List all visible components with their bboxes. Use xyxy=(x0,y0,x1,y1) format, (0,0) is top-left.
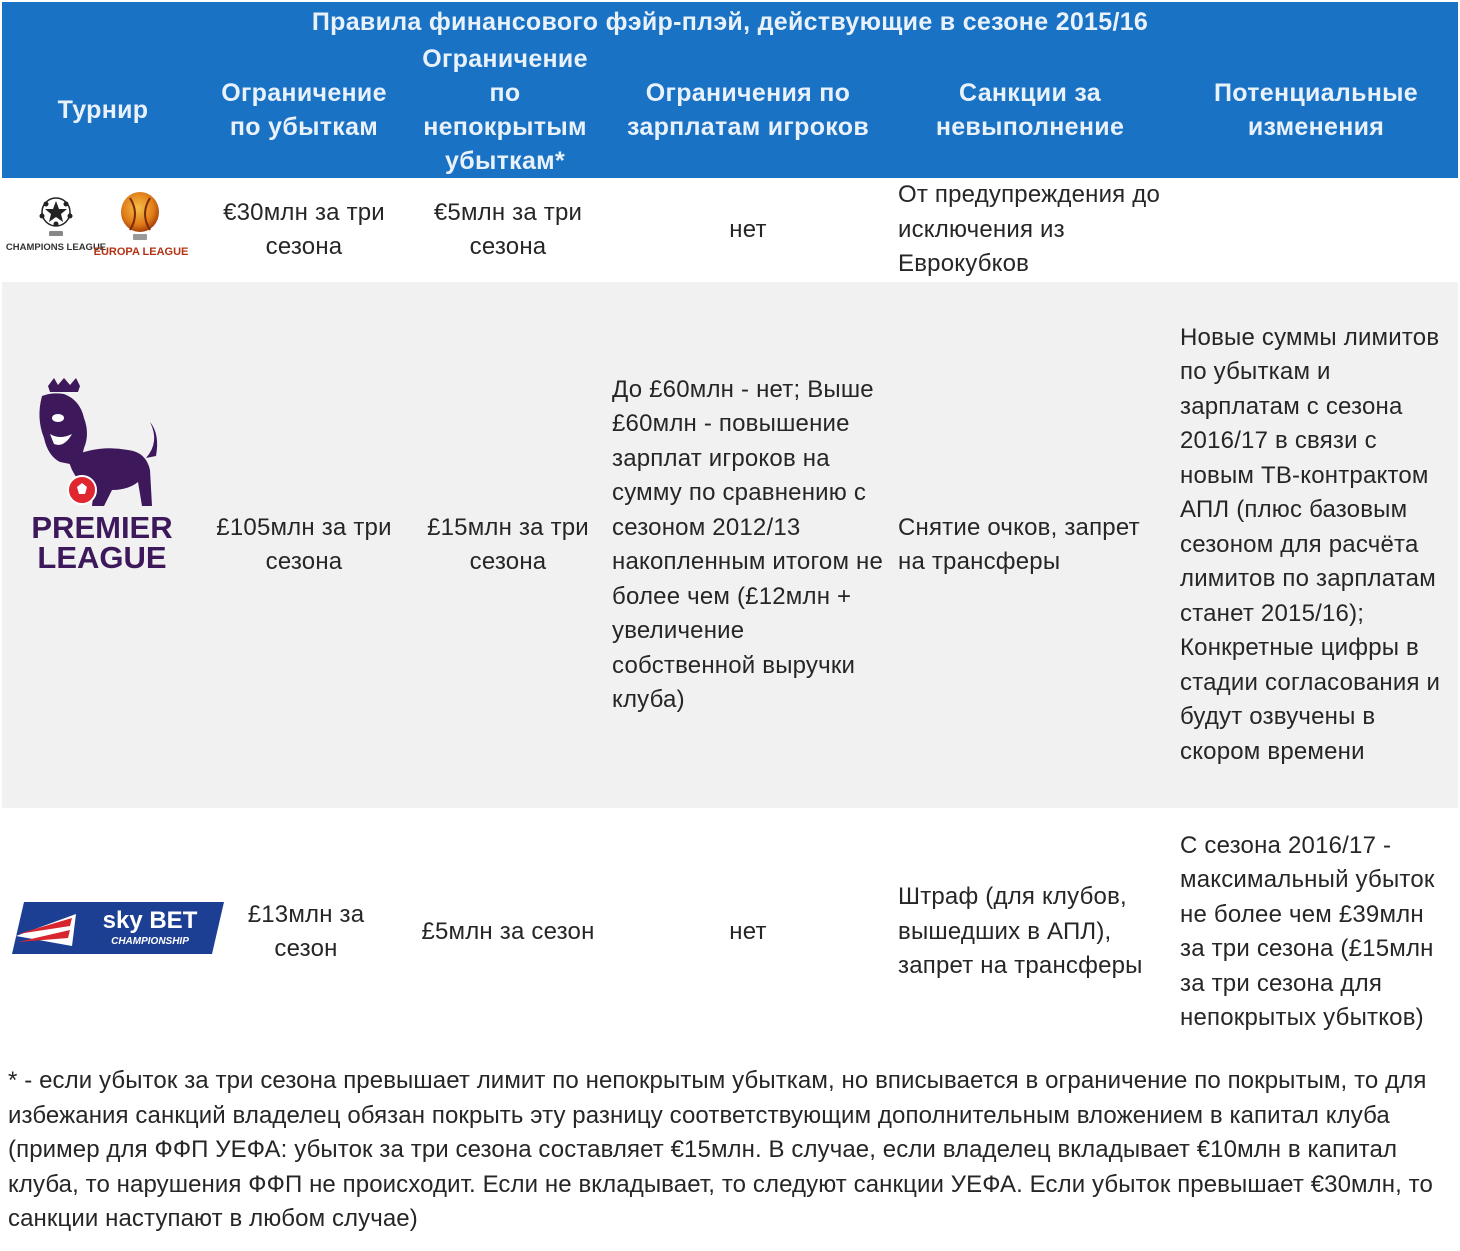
champions-league-logo xyxy=(5,192,107,272)
loss-limit-championship: £13млн за сезон xyxy=(247,900,365,962)
europa-league-logo xyxy=(93,190,189,274)
header-tournament: Турнир xyxy=(57,96,149,124)
footnote: * - если убыток за три сезона превышает лимит по непокрытым убыткам, но вписывается в ограничение по покрытым, то для избежания санкций владелец обязан покрыть эту разницу соответствующим дополнительным вложением в капитал клуба (пример для ФФП УЕФА: убыток за три сезона составляет €15млн. В случае, если владелец вкладывает €10млн в капитал клуба, то нарушения ФФП не происходит. Если не вкладывает, то следуют санкции УЕФА. Если убыток превышает €30млн, то санкции наступают в любом случае) xyxy=(8,1067,1433,1232)
premier-league-logo xyxy=(28,378,178,578)
sanctions-epl: Снятие очков, запрет на трансферы xyxy=(898,513,1140,575)
championship-text: CHAMPIONSHIP xyxy=(111,936,189,947)
skybet-text: sky BET xyxy=(102,907,198,934)
europa-league-text: EUROPA LEAGUE xyxy=(93,246,189,258)
header-loss-limit: Ограничение по убыткам xyxy=(221,79,387,141)
skybet-championship-logo xyxy=(10,896,226,960)
sanctions-uefa: От предупреждения до исключения из Еврокубков xyxy=(898,181,1160,278)
league-text: LEAGUE xyxy=(37,540,167,575)
table-title: Правила финансового фэйр-плэй, действующие в сезоне 2015/16 xyxy=(311,8,1149,36)
salary-limit-epl: До £60млн - нет; Выше £60млн - повышение зарплат игроков на сумму по сравнению с сезоном 2012/13 накопленным итогом не более чем (£12млн + увеличение собственной выручки клуба) xyxy=(612,375,884,713)
loss-limit-uefa: €30млн за три сезона xyxy=(223,198,385,260)
table-header xyxy=(2,2,1458,178)
uncovered-loss-limit-epl: £15млн за три сезона xyxy=(427,513,589,575)
table-row xyxy=(2,282,1458,808)
loss-limit-epl: £105млн за три сезона xyxy=(216,513,392,575)
potential-changes-uefa xyxy=(1180,178,1450,282)
premier-text: PREMIER xyxy=(31,510,173,545)
potential-changes-championship: С сезона 2016/17 - максимальный убыток не более чем £39млн за три сезона (£15млн за три сезона для непокрытых убытков) xyxy=(1180,831,1435,1031)
table-row xyxy=(2,808,1458,1056)
champions-league-text: CHAMPIONS LEAGUE xyxy=(5,242,107,253)
header-salary-limit: Ограничения по зарплатам игроков xyxy=(627,79,869,141)
sanctions-championship: Штраф (для клубов, вышедших в АПЛ), запрет на трансферы xyxy=(898,883,1143,980)
table-row xyxy=(2,178,1458,282)
uncovered-loss-limit-championship: £5млн за сезон xyxy=(421,917,595,945)
potential-changes-epl: Новые суммы лимитов по убыткам и зарплатам с сезона 2016/17 в связи с новым ТВ-контрактом АПЛ (плюс базовым сезоном для расчёта лимитов по зарплатам станет 2015/16); Конкретные цифры в стадии согласования и будут озвучены в скором времени xyxy=(1180,323,1441,765)
header-uncovered-loss-limit: Ограничение по непокрытым убыткам* xyxy=(422,45,588,175)
header-sanctions: Санкции за невыполнение xyxy=(935,79,1125,141)
uncovered-loss-limit-uefa: €5млн за три сезона xyxy=(433,198,583,260)
salary-limit-uefa: нет xyxy=(729,215,767,243)
salary-limit-championship: нет xyxy=(729,917,767,945)
header-potential-changes: Потенциальные изменения xyxy=(1213,79,1418,141)
